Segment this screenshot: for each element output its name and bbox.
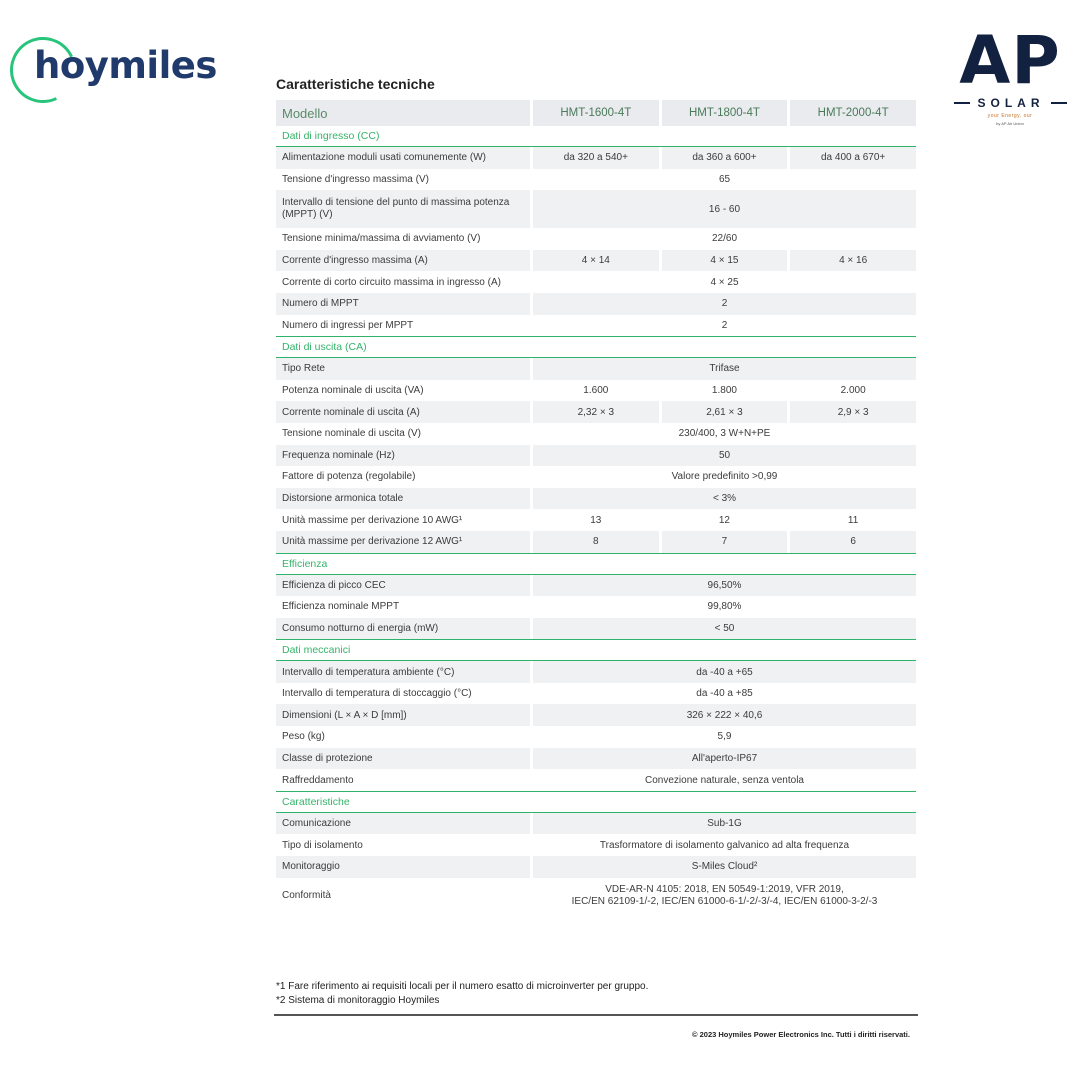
table-row bbox=[276, 683, 916, 705]
row-value: 4 × 16 bbox=[787, 250, 916, 272]
row-value: 1.600 bbox=[530, 380, 659, 402]
row-label: Tensione minima/massima di avviamento (V) bbox=[276, 228, 530, 250]
row-value: 2,32 × 3 bbox=[530, 401, 659, 423]
row-value: 6 bbox=[787, 531, 916, 553]
row-label: Unità massime per derivazione 12 AWG¹ bbox=[276, 531, 530, 553]
row-value: 12 bbox=[659, 509, 788, 531]
table-row bbox=[276, 726, 916, 748]
hoymiles-logo-text: hoymiles bbox=[34, 44, 217, 87]
section-title: Dati di ingresso (CC) bbox=[276, 126, 916, 147]
row-value: 65 bbox=[530, 169, 916, 191]
spec-table bbox=[276, 100, 916, 914]
row-label: Corrente di corto circuito massima in ingresso (A) bbox=[276, 271, 530, 293]
row-value: 2,61 × 3 bbox=[659, 401, 788, 423]
row-value: 11 bbox=[787, 509, 916, 531]
row-value: S-Miles Cloud² bbox=[530, 856, 916, 878]
table-row bbox=[276, 618, 916, 640]
row-value: < 3% bbox=[530, 488, 916, 510]
table-row bbox=[276, 466, 916, 488]
table-row bbox=[276, 661, 916, 683]
row-value: 2 bbox=[530, 293, 916, 315]
table-row bbox=[276, 271, 916, 293]
table-row bbox=[276, 147, 916, 169]
row-value: 8 bbox=[530, 531, 659, 553]
row-value: 4 × 14 bbox=[530, 250, 659, 272]
row-label: Potenza nominale di uscita (VA) bbox=[276, 380, 530, 402]
table-row bbox=[276, 878, 916, 914]
solar-logo-text: SOLAR bbox=[977, 96, 1045, 110]
table-row bbox=[276, 445, 916, 467]
table-row bbox=[276, 575, 916, 597]
table-row bbox=[276, 169, 916, 191]
row-value: da 400 a 670+ bbox=[787, 147, 916, 169]
hoymiles-logo bbox=[8, 34, 228, 104]
row-value: da -40 a +65 bbox=[530, 661, 916, 683]
copyright: © 2023 Hoymiles Power Electronics Inc. Tutti i diritti riservati. bbox=[692, 1030, 910, 1039]
table-row bbox=[276, 380, 916, 402]
header-model-label: Modello bbox=[276, 100, 530, 126]
table-row bbox=[276, 228, 916, 250]
row-label: Comunicazione bbox=[276, 813, 530, 835]
section-title: Caratteristiche bbox=[276, 791, 916, 813]
row-value: 1.800 bbox=[659, 380, 788, 402]
footnote-2: *2 Sistema di monitoraggio Hoymiles bbox=[276, 995, 440, 1006]
table-row bbox=[276, 509, 916, 531]
section-title: Dati meccanici bbox=[276, 639, 916, 661]
row-value: 16 - 60 bbox=[530, 190, 916, 228]
table-row bbox=[276, 488, 916, 510]
row-label: Numero di MPPT bbox=[276, 293, 530, 315]
row-label: Unità massime per derivazione 10 AWG¹ bbox=[276, 509, 530, 531]
row-value: Trasformatore di isolamento galvanico ad alta frequenza bbox=[530, 834, 916, 856]
row-label: Intervallo di temperatura ambiente (°C) bbox=[276, 661, 530, 683]
logo-dash-left bbox=[954, 102, 970, 104]
row-value: Trifase bbox=[530, 358, 916, 380]
section-header bbox=[276, 791, 916, 813]
section-title: Efficienza bbox=[276, 553, 916, 575]
row-label: Distorsione armonica totale bbox=[276, 488, 530, 510]
page-title: Caratteristiche tecniche bbox=[276, 76, 435, 92]
row-value: 22/60 bbox=[530, 228, 916, 250]
row-label: Tipo di isolamento bbox=[276, 834, 530, 856]
row-label: Peso (kg) bbox=[276, 726, 530, 748]
row-value: All'aperto-IP67 bbox=[530, 748, 916, 770]
header-model-1: HMT-1600-4T bbox=[530, 100, 659, 126]
row-value: 2.000 bbox=[787, 380, 916, 402]
row-value: da 320 a 540+ bbox=[530, 147, 659, 169]
row-value: Sub-1G bbox=[530, 813, 916, 835]
table-row bbox=[276, 250, 916, 272]
row-label: Efficienza nominale MPPT bbox=[276, 596, 530, 618]
table-row bbox=[276, 315, 916, 337]
row-value: Convezione naturale, senza ventola bbox=[530, 769, 916, 791]
row-value: 230/400, 3 W+N+PE bbox=[530, 423, 916, 445]
row-label: Dimensioni (L × A × D [mm]) bbox=[276, 704, 530, 726]
row-value: 50 bbox=[530, 445, 916, 467]
row-value: 2 bbox=[530, 315, 916, 337]
table-row bbox=[276, 596, 916, 618]
table-row bbox=[276, 769, 916, 791]
ap-solar-logo bbox=[950, 22, 1070, 138]
row-label: Classe di protezione bbox=[276, 748, 530, 770]
row-value: da -40 a +85 bbox=[530, 683, 916, 705]
row-label: Tensione d'ingresso massima (V) bbox=[276, 169, 530, 191]
row-label: Alimentazione moduli usati comunemente (W) bbox=[276, 147, 530, 169]
row-label: Frequenza nominale (Hz) bbox=[276, 445, 530, 467]
table-row bbox=[276, 401, 916, 423]
row-label: Conformità bbox=[276, 878, 530, 914]
row-label: Numero di ingressi per MPPT bbox=[276, 315, 530, 337]
row-value: < 50 bbox=[530, 618, 916, 640]
table-header-row bbox=[276, 100, 916, 126]
table-row bbox=[276, 813, 916, 835]
row-label: Raffreddamento bbox=[276, 769, 530, 791]
table-row bbox=[276, 190, 916, 228]
row-value: 5,9 bbox=[530, 726, 916, 748]
section-title: Dati di uscita (CA) bbox=[276, 336, 916, 358]
row-value: 4 × 15 bbox=[659, 250, 788, 272]
header-model-2: HMT-1800-4T bbox=[659, 100, 788, 126]
row-label: Efficienza di picco CEC bbox=[276, 575, 530, 597]
ap-logo-text: AP bbox=[959, 22, 1061, 99]
row-value: 326 × 222 × 40,6 bbox=[530, 704, 916, 726]
row-value: 13 bbox=[530, 509, 659, 531]
row-label: Corrente nominale di uscita (A) bbox=[276, 401, 530, 423]
row-value: VDE-AR-N 4105: 2018, EN 50549-1:2019, VFR 2019, IEC/EN 62109-1/-2, IEC/EN 61000-6-1/-2/-3/-4, IEC/EN 61000-3-2/-3 bbox=[530, 878, 916, 914]
footnote-1: *1 Fare riferimento ai requisiti locali per il numero esatto di microinverter per gruppo. bbox=[276, 981, 649, 992]
section-header bbox=[276, 553, 916, 575]
table-row bbox=[276, 423, 916, 445]
row-value: 7 bbox=[659, 531, 788, 553]
section-header bbox=[276, 639, 916, 661]
header-model-3: HMT-2000-4T bbox=[787, 100, 916, 126]
ap-tagline: your Energy, our bbox=[987, 113, 1033, 119]
section-header bbox=[276, 336, 916, 358]
section-header bbox=[276, 126, 916, 147]
table-row bbox=[276, 358, 916, 380]
row-value: 99,80% bbox=[530, 596, 916, 618]
row-label: Consumo notturno di energia (mW) bbox=[276, 618, 530, 640]
row-value: 4 × 25 bbox=[530, 271, 916, 293]
row-label: Tipo Rete bbox=[276, 358, 530, 380]
row-label: Fattore di potenza (regolabile) bbox=[276, 466, 530, 488]
table-row bbox=[276, 856, 916, 878]
row-label: Corrente d'ingresso massima (A) bbox=[276, 250, 530, 272]
row-value: Valore predefinito >0,99 bbox=[530, 466, 916, 488]
row-value: da 360 a 600+ bbox=[659, 147, 788, 169]
row-label: Intervallo di tensione del punto di massima potenza (MPPT) (V) bbox=[276, 190, 530, 228]
row-label: Tensione nominale di uscita (V) bbox=[276, 423, 530, 445]
ap-sub: by AP Air Union bbox=[996, 121, 1024, 126]
table-row bbox=[276, 834, 916, 856]
row-label: Monitoraggio bbox=[276, 856, 530, 878]
row-value: 2,9 × 3 bbox=[787, 401, 916, 423]
table-row bbox=[276, 704, 916, 726]
logo-dash-right bbox=[1051, 102, 1067, 104]
row-value: 96,50% bbox=[530, 575, 916, 597]
row-label: Intervallo di temperatura di stoccaggio (°C) bbox=[276, 683, 530, 705]
footnotes bbox=[276, 980, 648, 1008]
bottom-divider bbox=[274, 1014, 918, 1016]
table-row bbox=[276, 748, 916, 770]
table-row bbox=[276, 293, 916, 315]
table-row bbox=[276, 531, 916, 553]
